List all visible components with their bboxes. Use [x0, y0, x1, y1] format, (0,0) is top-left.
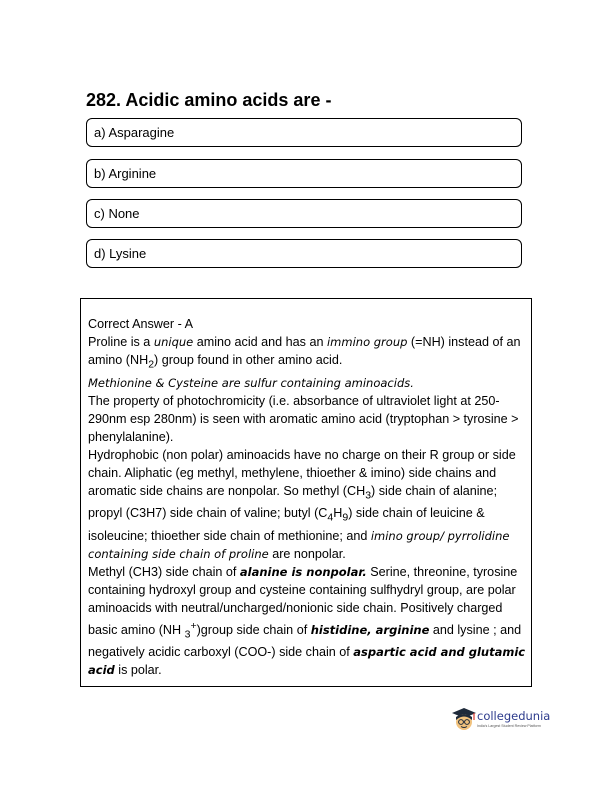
emphasis-text: imino group/ pyrrolidine containing side chain of proline — [88, 528, 510, 561]
emphasis-text: histidine, arginine — [310, 622, 430, 637]
answer-explanation-box — [80, 298, 532, 687]
logo-name: collegedunia — [477, 709, 551, 723]
text-span: ) side chain of leuicine & isoleucine; thioether side chain of methionine; and — [88, 506, 485, 543]
subscript: 4 — [327, 511, 334, 524]
correct-answer: Correct Answer - A — [88, 317, 193, 331]
text-span: Proline is a — [88, 335, 154, 349]
explanation-paragraph-2: Methionine & Cysteine are sulfur containing aminoacids. — [88, 375, 414, 390]
text-span: (=NH) instead of an amino (NH — [88, 335, 521, 367]
explanation-paragraph-5 — [88, 563, 528, 680]
subscript: 3 — [365, 489, 372, 502]
subscript: 2 — [148, 358, 155, 371]
explanation-paragraph-3: The property of photochromicity (i.e. absorbance of ultraviolet light at 250-290nm esp 280nm) is seen with aromatic amino acid (tryptophan > tyrosine > phenylalanine). — [88, 393, 519, 444]
collegedunia-logo — [450, 705, 550, 737]
option-a[interactable]: a) Asparagine — [86, 118, 522, 147]
explanation-paragraph-1 — [88, 333, 528, 374]
text-span: H — [333, 506, 343, 521]
text-span: )group side chain of — [196, 622, 311, 637]
text-span: ) group found in other amino acid. — [154, 353, 343, 367]
text-span: Serine, threonine, tyrosine containing hydroxyl group and cysteine containing sulfhydryl group, are polar aminoacids with neutral/uncharged/nonionic side chain. Positively charged basic amino (NH — [88, 564, 518, 637]
subscript: 9 — [342, 511, 349, 524]
answer-text — [88, 315, 528, 679]
option-d[interactable]: d) Lysine — [86, 239, 522, 268]
text-span: and lysine ; and negatively acidic carboxyl (COO-) side chain of — [88, 622, 522, 660]
emphasis-text: immino group — [326, 335, 408, 349]
emphasis-text: aspartic acid and glutamic acid — [88, 645, 526, 678]
superscript: + — [190, 619, 197, 632]
text-span: Hydrophobic (non polar) aminoacids have no charge on their R group or side chain. Aliphatic (eg methyl, methylene, thioether & imino) side chains and aromatic side chains are nonpolar. So methyl (CH — [88, 447, 516, 498]
text-span: ) side chain of alanine; propyl (C3H7) side chain of valine; butyl (C — [88, 483, 498, 521]
text-span: amino acid and has an — [193, 335, 327, 349]
graduate-mascot-icon — [450, 705, 478, 733]
text-span: Methyl (CH3) side chain of — [88, 564, 240, 579]
text-span: are nonpolar. — [268, 546, 346, 561]
option-b[interactable]: b) Arginine — [86, 159, 522, 188]
emphasis-text: alanine is nonpolar. — [239, 564, 367, 579]
question-title: 282. Acidic amino acids are - — [86, 90, 332, 110]
option-c[interactable]: c) None — [86, 199, 522, 228]
emphasis-text: unique — [153, 335, 194, 349]
text-span: is polar. — [114, 663, 162, 678]
subscript: 3 — [184, 628, 191, 641]
explanation-paragraph-4 — [88, 446, 528, 563]
logo-tagline: India's Largest Student Review Platform — [477, 724, 541, 728]
